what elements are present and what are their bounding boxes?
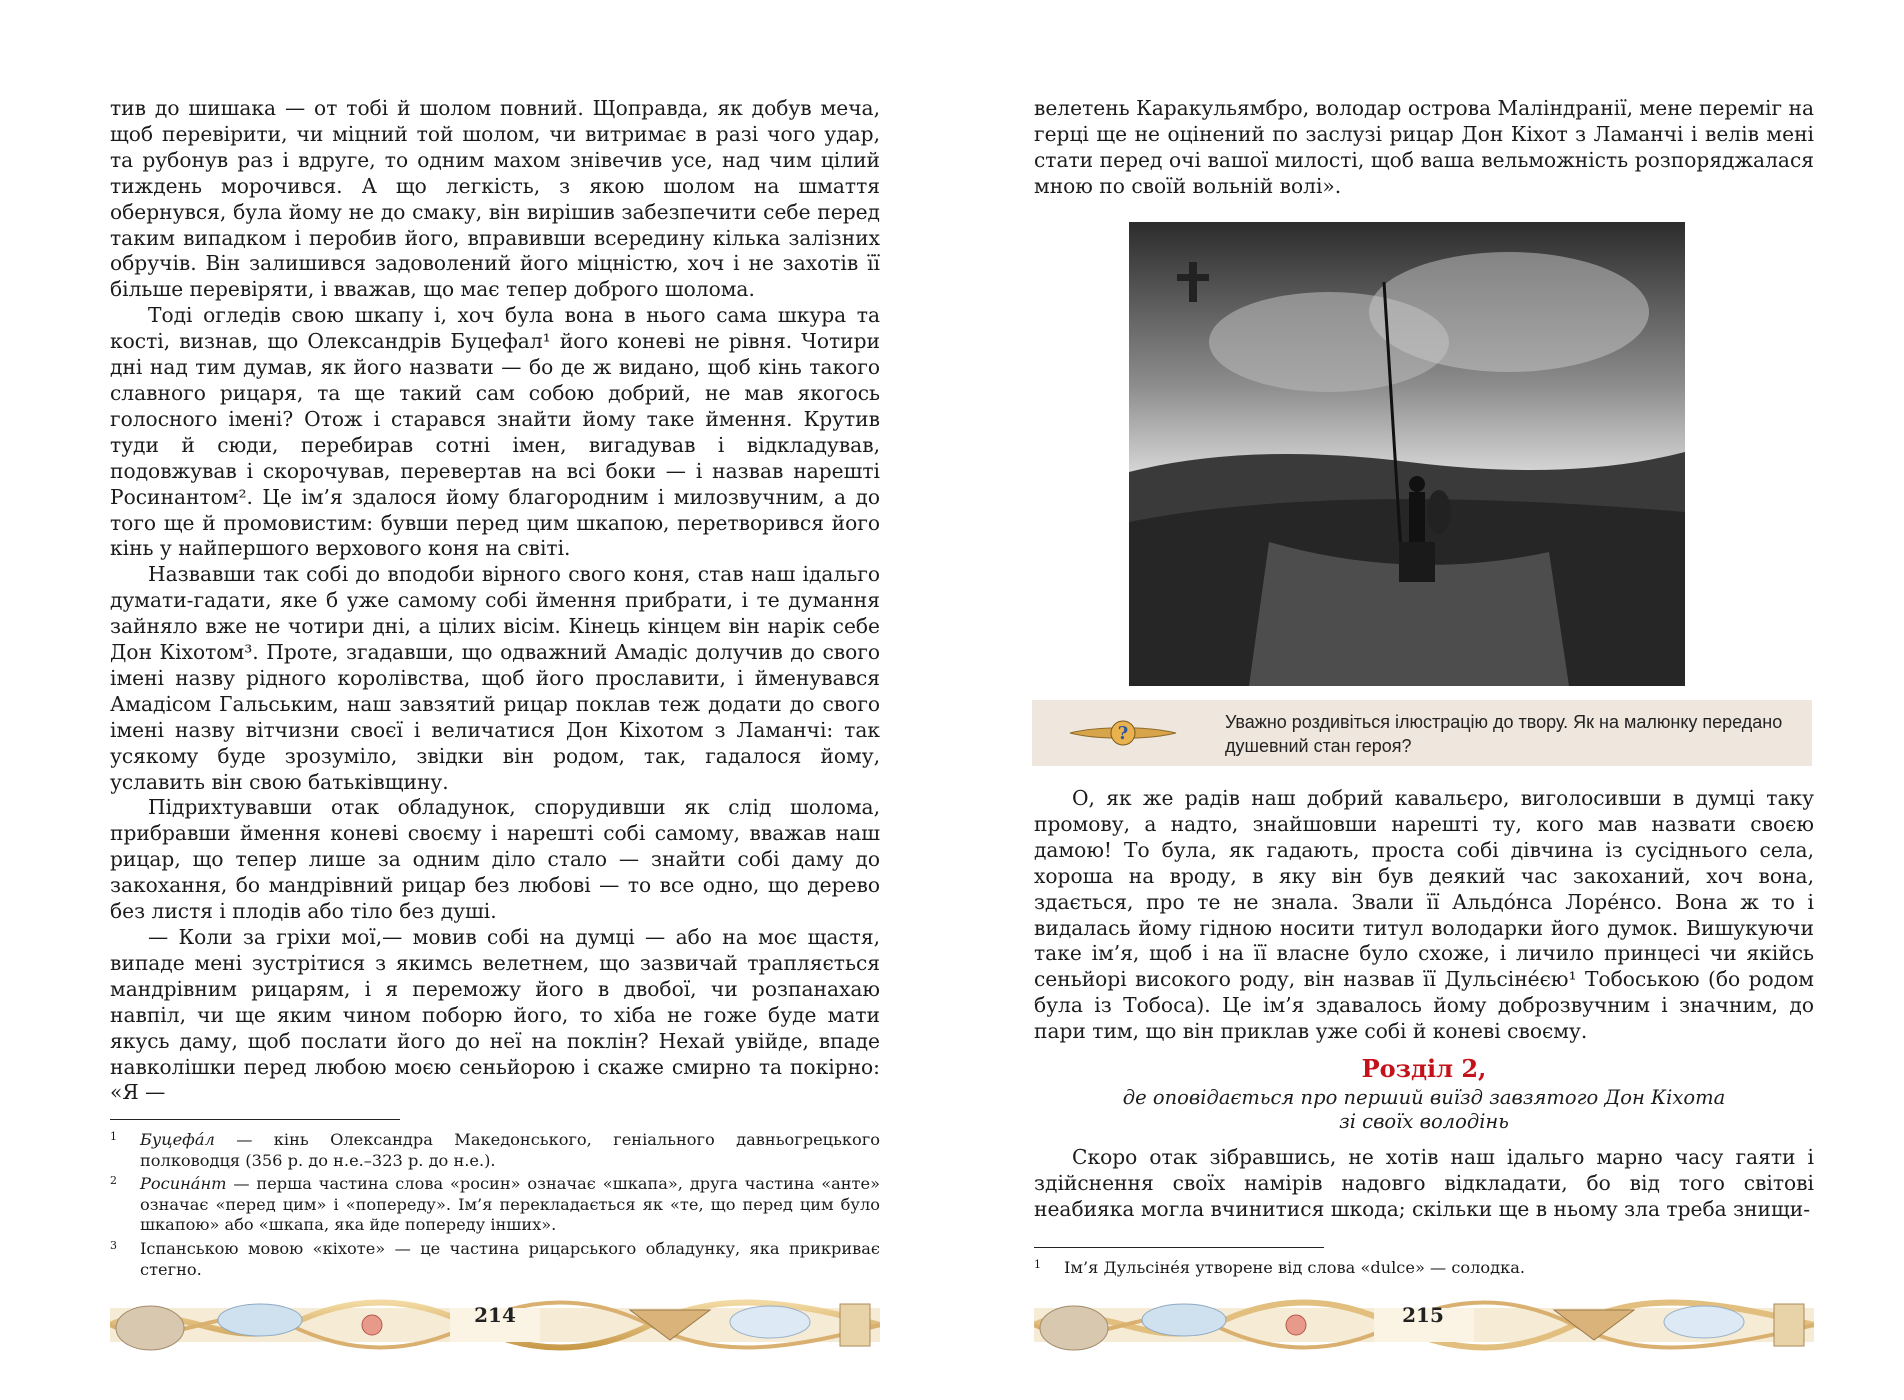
chapter-subtitle bbox=[1034, 1086, 1814, 1134]
engraving-illustration bbox=[1129, 222, 1685, 686]
chapter-title: Розділ 2, bbox=[1361, 1054, 1487, 1083]
footnote-number: 3 bbox=[110, 1239, 117, 1252]
footnote-3 bbox=[110, 1239, 880, 1280]
question-box bbox=[1032, 700, 1812, 766]
footnote-text: — перша частина слова «росин» означає «шкапа», друга частина «анте» означає «перед цим» і «попереду». Ім’я перекладається як «те, що перед цим було шкапою» або «шкапа, яка йде попереду інших». bbox=[140, 1174, 880, 1234]
footnote-number: 1 bbox=[110, 1130, 117, 1143]
footnote-text: — кінь Олександра Македонського, геніального давньогрецького полководця (356 р. до н.е.–323 р. до н.е.). bbox=[140, 1130, 880, 1170]
right-text-column-bottom bbox=[1034, 1145, 1814, 1223]
question-text: Уважно роздивіться ілюстрацію до твору. Як на малюнку передано душевний стан героя? bbox=[1225, 712, 1783, 756]
paragraph-1: тив до шишака — от тобі й шолом повний. Щоправда, як добув меча, щоб перевірити, чи міцний той шолом, чи витримає в разі чого удар, та рубонув раз і вдруге, то одним махом знівечив усе, над чим цілий тиждень морочився. А що легкість, з якою шолом на шмаття обернувся, була йому не до смаку, він вирішив забезпечити себе перед таким випадком і перобив його, вправивши всередину кілька залізних обручів. Він залишився задоволений його міцністю, хоч і не захотів її більше перевіряти, і вважав, що має тепер доброго шолома. bbox=[110, 96, 880, 302]
right-page bbox=[952, 0, 1904, 1400]
footnote-number: 1 bbox=[1034, 1258, 1041, 1271]
paragraph-2: Тоді огледів свою шкапу і, хоч була вона в нього сама шкура та кості, визнав, що Олександрів Буцефал¹ його коневі не рівня. Чотири дні над тим думав, як його назвати — бо де ж видано, щоб кінь такого славного рицаря, та ще такий сам собою добрий, не мав якогось голосного імені? Отож і старався знайти йому таке ймення. Крутив туди й сюди, перебирав сотні імен, вигадував і відкладував, подовжував і скорочував, перевертав на всі боки — і назвав нарешті Росинантом². Це ім’я здалося йому благородним і милозвучним, а до того ще й промовистим: бувши перед цим шкапою, перетворився його кінь у найпершого верхового коня на світі. bbox=[110, 303, 880, 561]
paragraph-top: велетень Каракульямбро, володар острова Маліндранії, мене переміг на герці ще не оцінений по заслузі рицар Дон Кіхот з Ламанчі і велів мені стати перед очі вашої милості, щоб ваша вельможність розпоряджалася мною по своїй вольній волі». bbox=[1034, 96, 1814, 198]
left-text-column bbox=[110, 96, 880, 1106]
footnote-term: Росина́нт bbox=[140, 1174, 227, 1193]
svg-text:?: ? bbox=[1117, 723, 1129, 744]
footnote-rule bbox=[110, 1119, 400, 1120]
footnote-2 bbox=[110, 1174, 880, 1236]
page-number: 215 bbox=[1402, 1303, 1444, 1327]
footnote-number: 2 bbox=[110, 1174, 117, 1187]
right-text-column-mid bbox=[1034, 786, 1814, 1045]
paragraph-3: Назвавши так собі до вподоби вірного свого коня, став наш ідальго думати-гадати, яке б уже самому собі ймення прибрати, і те думання зайняло вже не чотири дні, а цілих вісім. Кінець кінцем він нарік себе Дон Кіхотом³. Проте, згадавши, що одважний Амадіс долучив до свого імені назву рідного королівства, щоб його прославити, і йменувався Амадісом Гальським, наш завзятий рицар поклав теж додати до свого імені назву вітчизни своєї і величатися Дон Кіхотом з Ламанчі: так усякому буде зрозуміло, звідки він родом, так, гадалося йому, уславить він свою батьківщину. bbox=[110, 562, 880, 794]
paragraph-5: — Коли за гріхи мої,— мовив собі на думці — або на моє щастя, випаде мені зустрітися з якимсь велетнем, що зазвичай трапляється мандрівним рицарям, і я переможу його в двобої, чи розпанахаю навпіл, чи ще яким чином поборю його, то хіба не гоже буде мати якусь даму, щоб послати його до неї на поклін? Нехай увійде, впаде навколішки перед любою моєю сеньйорою і скаже смирно та покірно: «Я — bbox=[110, 925, 880, 1105]
right-text-column-top bbox=[1034, 96, 1814, 200]
chapter-subtitle-line-2: зі своїх володінь bbox=[1339, 1110, 1509, 1133]
page-number: 214 bbox=[474, 1303, 516, 1327]
footnote-rule bbox=[1034, 1247, 1324, 1248]
footnote-text: Іспанською мовою «кіхоте» — це частина рицарського обладунку, яка прикриває стегно. bbox=[140, 1239, 880, 1279]
don-quixote-engraving-image bbox=[1129, 222, 1685, 686]
footnote-term: Буцефа́л bbox=[140, 1130, 215, 1149]
paragraph-bottom: Скоро отак зібравшись, не хотів наш ідальго марно часу гаяти і здійснення своїх намірів надовго відкладати, бо від того світові неабияка могла вчинитися шкода; скільки ще в ньому зла треба знищи- bbox=[1034, 1145, 1814, 1221]
footnote-1 bbox=[110, 1130, 880, 1171]
paragraph-mid: О, як же радів наш добрий кавальєро, виголосивши в думці таку промову, а надто, знайшовши нарешті ту, кого мав назвати своєю дамою! То була, як гадають, проста собі дівчина із сусіднього села, хороша на вроду, в яку він був деякий час закоханий, хоч вона, здається, про те не знала. Звали її Альдо́нса Лоре́нсо. Вона ж то і видалась йому гідною носити титул володарки його думок. Вишукуючи таке ім’я, щоб і на її власне було схоже, і личило принцесі чи якійсь сеньйорі високого роду, він назвав її Дульсіне́єю¹ Тобоською (бо родом була із Тобоса). Це ім’я здавалось йому доброзвучним і значним, до пари тим, що він приклав уже собі й коневі своєму. bbox=[1034, 786, 1814, 1044]
question-mark-icon bbox=[1068, 716, 1178, 750]
chapter-subtitle-line-1: де оповідається про перший виїзд завзятого Дон Кіхота bbox=[1122, 1086, 1726, 1109]
footnote-1 bbox=[1034, 1258, 1814, 1279]
paragraph-4: Підрихтувавши отак обладунок, спорудивши як слід шолома, прибравши ймення коневі своєму і нарешті собі самому, вважав наш рицар, що тепер лише за одним діло стало — знайти собі даму до закохання, бо мандрівний рицар без любові — то все одно, що дерево без листя і плодів або тіло без душі. bbox=[110, 795, 880, 924]
footnote-text: Ім’я Дульсіне́я утворене від слова «dulce» — солодка. bbox=[1064, 1258, 1526, 1277]
